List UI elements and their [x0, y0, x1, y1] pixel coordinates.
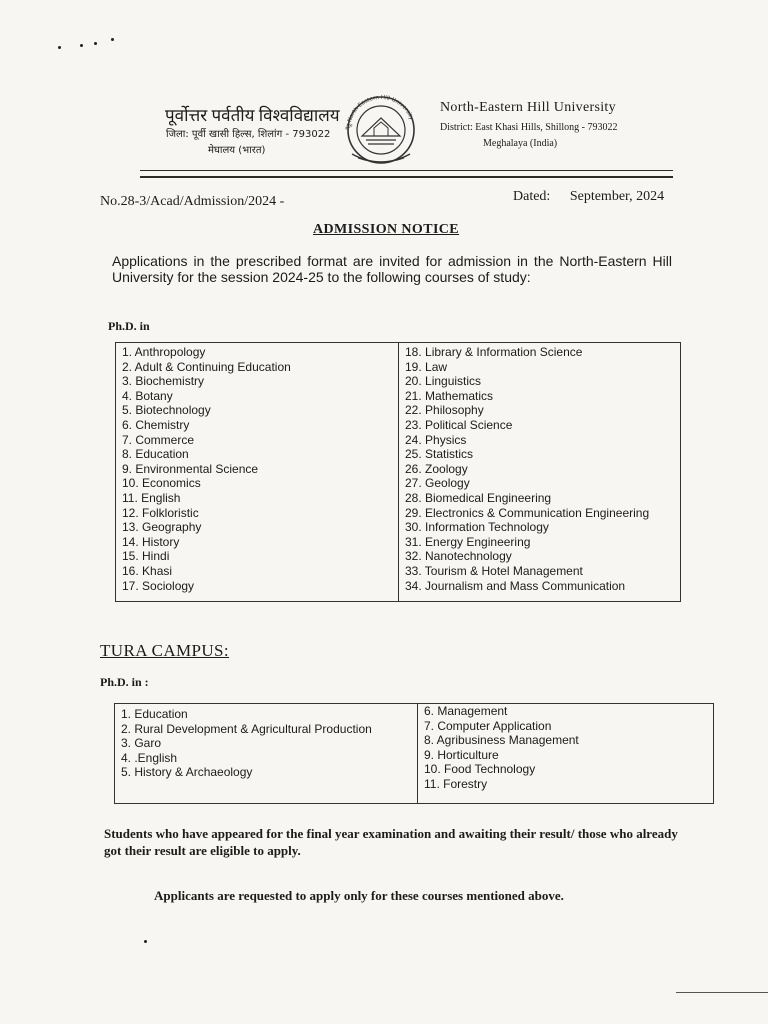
notice-date: September, 2024	[569, 189, 665, 204]
tura-phd-label: Ph.D. in :	[100, 675, 149, 689]
tura-courses-left-column	[115, 704, 418, 804]
course-item: 29. Electronics & Communication Engineering	[405, 505, 650, 520]
course-item: 5. Biotechnology	[122, 403, 211, 418]
header-rule-top	[140, 170, 673, 171]
course-item: 19. Law	[405, 359, 448, 374]
course-item: 14. History	[122, 534, 180, 549]
course-item: 31. Energy Engineering	[405, 534, 531, 549]
hindi-address-line-1: जिला: पूर्वी खासी हिल्स, शिलांग - 793022	[166, 129, 331, 140]
scan-speck	[111, 38, 114, 41]
course-item: 8. Agribusiness Management	[424, 733, 579, 748]
course-item: 5. History & Archaeology	[121, 765, 253, 780]
course-item: 9. Horticulture	[424, 747, 499, 762]
course-item: 18. Library & Information Science	[405, 345, 583, 359]
course-item: 4. .English	[121, 750, 178, 765]
scan-speck	[94, 42, 97, 45]
course-item: 2. Rural Development & Agricultural Production	[121, 721, 372, 736]
english-university-name: North-Eastern Hill University	[440, 100, 616, 115]
course-item: 22. Philosophy	[405, 403, 484, 418]
course-item: 2. Adult & Continuing Education	[122, 359, 291, 374]
intro-paragraph: Applications in the prescribed format are invited for admission in the North-Eastern Hill University for the session 2024-25 to the following courses of study:	[112, 253, 672, 285]
seal-ring-text: नेहू North Eastern Hill University	[345, 94, 415, 131]
university-seal-icon	[338, 94, 424, 168]
course-item: 25. Statistics	[405, 447, 474, 462]
english-address-line-1: District: East Khasi Hills, Shillong - 793022	[440, 122, 618, 133]
tura-courses-right-column	[418, 704, 714, 804]
dated-row	[513, 189, 664, 205]
course-item: 24. Physics	[405, 432, 467, 447]
course-item: 16. Khasi	[122, 563, 173, 578]
course-item: 4. Botany	[122, 388, 173, 403]
course-item: 13. Geography	[122, 520, 202, 535]
phd-label: Ph.D. in	[108, 319, 150, 333]
course-item: 7. Computer Application	[424, 718, 552, 733]
apply-request-note: Applicants are requested to apply only for these courses mentioned above.	[154, 888, 564, 903]
scan-speck	[58, 46, 61, 49]
course-item: 17. Sociology	[122, 578, 195, 593]
scan-edge-line	[676, 992, 768, 993]
course-item: 9. Environmental Science	[122, 461, 259, 476]
course-item: 10. Economics	[122, 476, 201, 491]
notice-title: ADMISSION NOTICE	[313, 222, 460, 237]
phd-courses-table	[115, 342, 681, 602]
header-rule-bottom	[140, 176, 673, 178]
course-item: 15. Hindi	[122, 549, 170, 564]
course-item: 21. Mathematics	[405, 388, 494, 403]
dated-label: Dated:	[513, 189, 551, 204]
course-item: 11. English	[122, 490, 181, 505]
course-item: 32. Nanotechnology	[405, 549, 512, 564]
course-item: 30. Information Technology	[405, 520, 549, 535]
course-item: 11. Forestry	[424, 776, 488, 791]
tura-campus-heading: TURA CAMPUS:	[100, 641, 230, 660]
course-item: 6. Chemistry	[122, 417, 190, 432]
course-item: 1. Anthropology	[122, 345, 206, 359]
hindi-address-line-2: मेघालय (भारत)	[208, 145, 266, 156]
course-item: 33. Tourism & Hotel Management	[405, 563, 583, 578]
scan-speck	[80, 44, 83, 47]
reference-number: No.28-3/Acad/Admission/2024 -	[100, 194, 285, 209]
hindi-university-name: पूर्वोत्तर पर्वतीय विश्वविद्यालय	[165, 106, 340, 125]
course-item: 1. Education	[121, 707, 188, 721]
eligibility-note: Students who have appeared for the final year examination and awaiting their result/ those who already got their result are eligible to apply.	[104, 826, 678, 858]
course-item: 34. Journalism and Mass Communication	[405, 578, 626, 593]
tura-courses-table	[114, 703, 714, 804]
course-item: 20. Linguistics	[405, 374, 482, 389]
phd-courses-left-column	[116, 343, 399, 602]
scan-speck	[144, 940, 147, 943]
course-item: 10. Food Technology	[424, 762, 536, 777]
course-item: 6. Management	[424, 704, 508, 718]
course-item: 23. Political Science	[405, 417, 513, 432]
course-item: 3. Garo	[121, 736, 162, 751]
course-item: 26. Zoology	[405, 461, 468, 476]
course-item: 8. Education	[122, 447, 189, 462]
course-item: 12. Folkloristic	[122, 505, 199, 520]
course-item: 27. Geology	[405, 476, 470, 491]
course-item: 28. Biomedical Engineering	[405, 490, 552, 505]
english-address-line-2: Meghalaya (India)	[483, 138, 558, 149]
phd-courses-right-column	[399, 343, 681, 602]
course-item: 3. Biochemistry	[122, 374, 205, 389]
course-item: 7. Commerce	[122, 432, 195, 447]
